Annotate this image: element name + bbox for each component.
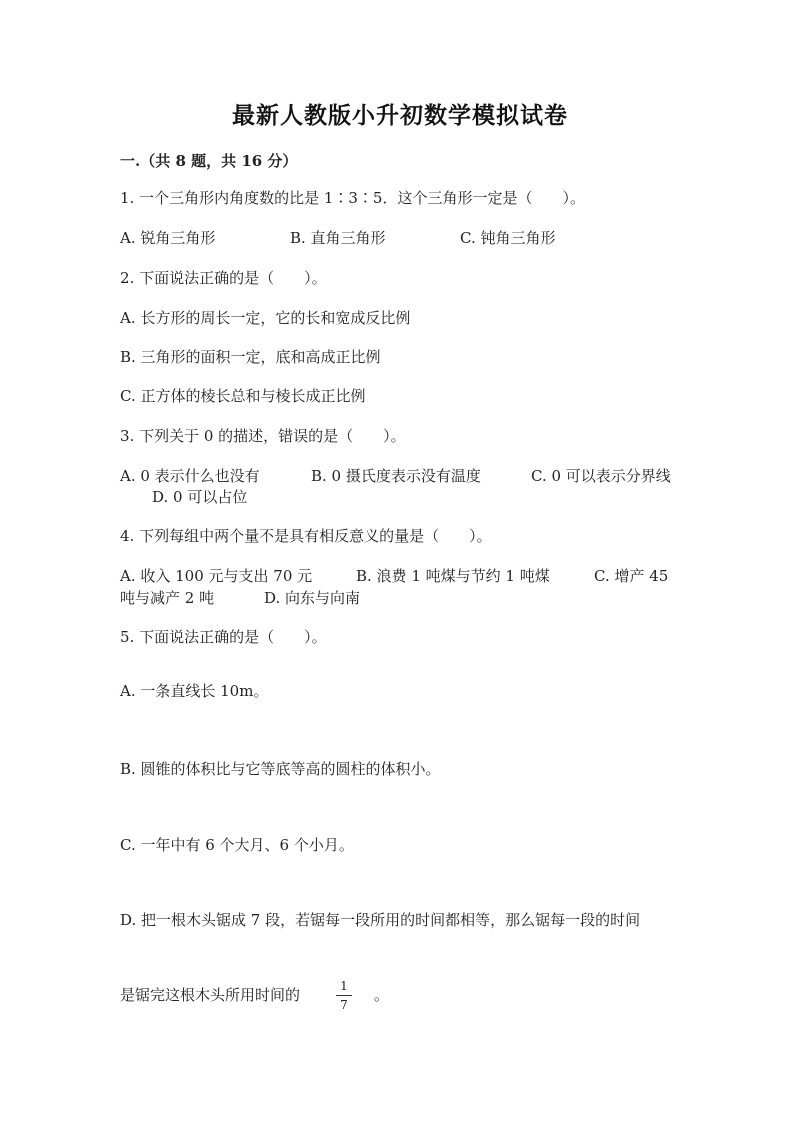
question-5-option-c: C. 一年中有 6 个大月、6 个小月。 [120,836,354,854]
question-3-option-b: B. 0 摄氏度表示没有温度 [311,467,481,485]
section-heading: 一.（共 8 题，共 16 分） [120,152,298,170]
question-3-option-d: D. 0 可以占位 [152,488,248,506]
question-5-option-d-continued: 是锯完这根木头所用时间的 [120,986,301,1004]
question-5-option-a: A. 一条直线长 10m。 [120,682,269,700]
question-5-option-b: B. 圆锥的体积比与它等底等高的圆柱的体积小。 [120,760,441,778]
question-1-option-b: B. 直角三角形 [290,229,386,247]
question-4-option-c: C. 增产 45 [594,567,669,585]
question-5-stem: 5. 下面说法正确的是（ ）。 [120,628,327,646]
question-2-option-c: C. 正方体的棱长总和与棱长成正比例 [120,387,366,405]
question-4-stem: 4. 下列每组中两个量不是具有相反意义的量是（ ）。 [120,527,492,545]
question-1-option-c: C. 钝角三角形 [460,229,556,247]
question-1-stem: 1. 一个三角形内角度数的比是 1∶3∶5．这个三角形一定是（ ）。 [120,189,585,207]
question-4-option-a: A. 收入 100 元与支出 70 元 [120,567,313,585]
question-3-option-c: C. 0 可以表示分界线 [531,467,671,485]
question-4-option-d: D. 向东与向南 [264,589,361,607]
fraction-bar [336,995,352,996]
question-2-option-b: B. 三角形的面积一定，底和高成正比例 [120,348,381,366]
question-2-option-a: A. 长方形的周长一定，它的长和宽成反比例 [120,309,411,327]
fraction-denominator: 7 [340,998,348,1012]
fraction-numerator: 1 [340,979,348,993]
question-1-option-a: A. 锐角三角形 [120,229,216,247]
fraction-one-seventh [336,979,352,1012]
question-3-stem: 3. 下列关于 0 的描述，错误的是（ ）。 [120,427,406,445]
question-5-end-mark: 。 [374,986,390,1004]
question-3-option-a: A. 0 表示什么也没有 [120,467,260,485]
question-4-option-b: B. 浪费 1 吨煤与节约 1 吨煤 [356,567,550,585]
question-2-stem: 2. 下面说法正确的是（ ）。 [120,269,327,287]
question-5-option-d: D. 把一根木头锯成 7 段，若锯每一段所用的时间都相等，那么锯每一段的时间 [120,911,641,929]
page-title: 最新人教版小升初数学模拟试卷 [232,102,568,129]
question-4-option-c-continued: 吨与减产 2 吨 [120,589,215,607]
